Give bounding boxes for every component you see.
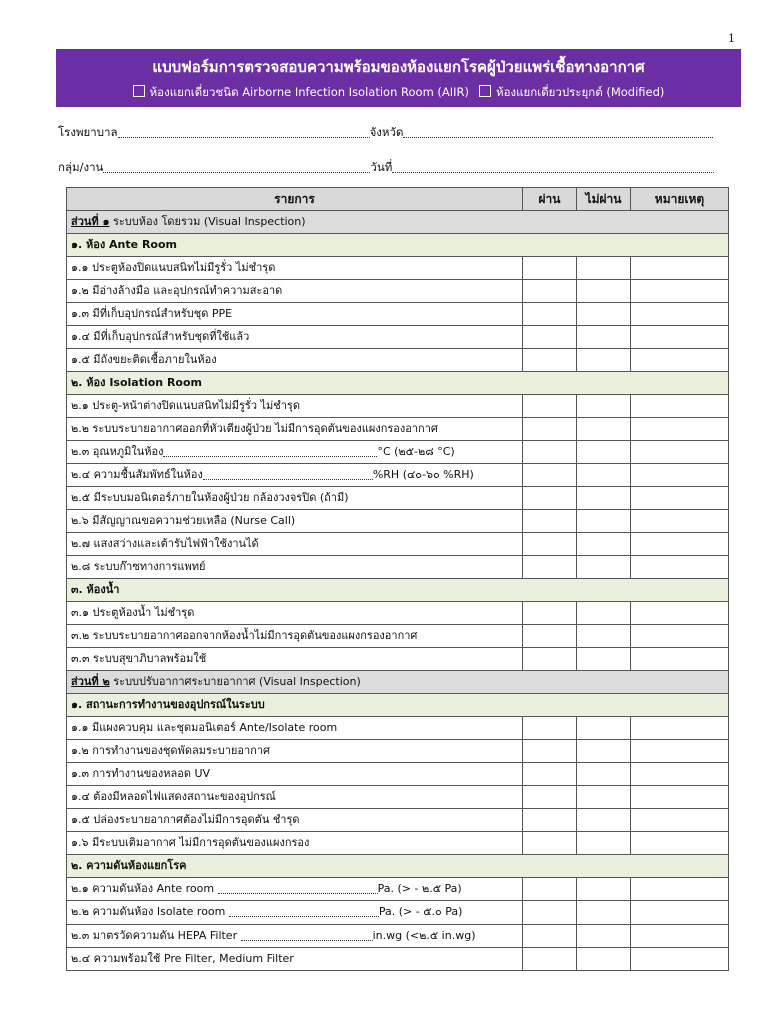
table-row: ๒.๕ มีระบบมอนิเตอร์ภายในห้องผู้ป่วย กล้องวงจรปิด (ถ้ามี) [67,487,729,510]
fail-cell[interactable] [577,763,631,786]
group-date-row [58,159,714,177]
section-row: ๒. ห้อง Isolation Room [67,372,729,395]
fail-cell[interactable] [577,924,631,947]
fail-cell[interactable] [577,303,631,326]
table-row: ๓.๑ ประตูห้องน้ำ ไม่ชำรุด [67,602,729,625]
fail-cell[interactable] [577,418,631,441]
fail-cell[interactable] [577,510,631,533]
pass-cell[interactable] [523,717,577,740]
header-item: รายการ [67,188,523,211]
note-cell[interactable] [631,809,729,832]
note-cell[interactable] [631,625,729,648]
fail-cell[interactable] [577,809,631,832]
table-row: ๒.๔ ความพร้อมใช้ Pre Filter, Medium Filter [67,947,729,970]
table-row: ๒.๖ มีสัญญาณขอความช่วยเหลือ (Nurse Call) [67,510,729,533]
pass-cell[interactable] [523,556,577,579]
fail-cell[interactable] [577,878,631,901]
pass-cell[interactable] [523,326,577,349]
pass-cell[interactable] [523,418,577,441]
note-cell[interactable] [631,395,729,418]
pass-cell[interactable] [523,809,577,832]
note-cell[interactable] [631,740,729,763]
inspection-table [66,187,729,971]
header-pass: ผ่าน [523,188,577,211]
note-cell[interactable] [631,510,729,533]
table-header [67,188,729,211]
province-label: จังหวัด [369,125,404,139]
table-row: ๓.๓ ระบบสุขาภิบาลพร้อมใช้ [67,648,729,671]
group-field[interactable] [103,160,370,173]
pass-cell[interactable] [523,349,577,372]
table-row: ๒.๒ ระบบระบายอากาศออกที่หัวเตียงผู้ป่วย ไม่มีการอุดตันของแผงกรองอากาศ [67,418,729,441]
modified-checkbox[interactable] [479,85,491,97]
pass-cell[interactable] [523,533,577,556]
table-row: ๑.๒ มีอ่างล้างมือ และอุปกรณ์ทำความสะอาด [67,280,729,303]
fail-cell[interactable] [577,556,631,579]
note-cell[interactable] [631,602,729,625]
hospital-province-row [58,124,713,142]
aiir-checkbox[interactable] [133,85,145,97]
fail-cell[interactable] [577,441,631,464]
note-cell[interactable] [631,648,729,671]
table-row: ๑.๕ มีถังขยะติดเชื้อภายในห้อง [67,349,729,372]
note-cell[interactable] [631,901,729,924]
group-label: กลุ่ม/งาน [58,160,104,174]
fail-cell[interactable] [577,602,631,625]
note-cell[interactable] [631,257,729,280]
table-row: ๑.๖ มีระบบเติมอากาศ ไม่มีการอุดตันของแผงกรอง [67,832,729,855]
pass-cell[interactable] [523,763,577,786]
ante-pressure-field[interactable] [218,882,378,894]
fail-cell[interactable] [577,786,631,809]
pass-cell[interactable] [523,924,577,947]
pass-cell[interactable] [523,648,577,671]
room-type-options [56,84,741,102]
header-note: หมายเหตุ [631,188,729,211]
fail-cell[interactable] [577,257,631,280]
fail-cell[interactable] [577,901,631,924]
fail-cell[interactable] [577,740,631,763]
note-cell[interactable] [631,464,729,487]
pass-cell[interactable] [523,786,577,809]
section-row: ๒. ความดันห้องแยกโรค [67,855,729,878]
pass-cell[interactable] [523,878,577,901]
hepa-gauge-field[interactable] [241,929,373,941]
table-row: ๓.๒ ระบบระบายอากาศออกจากห้องน้ำไม่มีการอุดตันของแผงกรองอากาศ [67,625,729,648]
table-row: ๑.๔ มีที่เก็บอุปกรณ์สำหรับชุดที่ใช้แล้ว [67,326,729,349]
table-row: ๒.๔ ความชื้นสัมพัทธ์ในห้อง %RH (๔๐-๖๐ %RH) [67,464,729,487]
table-row: ๒.๗ แสงสว่างและเต้ารับไฟฟ้าใช้งานได้ [67,533,729,556]
note-cell[interactable] [631,441,729,464]
part2-label: ส่วนที่ ๒ [71,675,110,689]
table-row: ๒.๓ มาตรวัดความดัน HEPA Filter in.wg (<๒.๕ in.wg) [67,924,729,947]
table-row: ๑.๕ ปล่องระบายอากาศต้องไม่มีการอุดตัน ชำรุด [67,809,729,832]
form-title: แบบฟอร์มการตรวจสอบความพร้อมของห้องแยกโรคผู้ป่วยแพร่เชื้อทางอากาศ [152,58,645,76]
note-cell[interactable] [631,717,729,740]
pass-cell[interactable] [523,303,577,326]
pass-cell[interactable] [523,441,577,464]
pass-cell[interactable] [523,464,577,487]
note-cell[interactable] [631,763,729,786]
pass-cell[interactable] [523,947,577,970]
note-cell[interactable] [631,533,729,556]
fail-cell[interactable] [577,947,631,970]
note-cell[interactable] [631,303,729,326]
form-title-banner [56,49,741,107]
table-row: ๒.๒ ความดันห้อง Isolate room Pa. (> - ๕.๐ Pa) [67,901,729,924]
part1-label: ส่วนที่ ๑ [71,215,110,229]
pass-cell[interactable] [523,487,577,510]
temperature-field[interactable] [163,445,377,457]
table-row: ๑.๒ การทำงานของชุดพัดลมระบายอากาศ [67,740,729,763]
table-row: ๒.๑ ความดันห้อง Ante room Pa. (> - ๒.๕ Pa) [67,878,729,901]
part1-title: ระบบห้อง โดยรวม (Visual Inspection) [109,215,306,229]
table-row: ๒.๘ ระบบก๊าซทางการแพทย์ [67,556,729,579]
pass-cell[interactable] [523,832,577,855]
hospital-field[interactable] [118,125,370,138]
table-row: ๑.๓ มีที่เก็บอุปกรณ์สำหรับชุด PPE [67,303,729,326]
note-cell[interactable] [631,326,729,349]
pass-cell[interactable] [523,257,577,280]
part2-title: ระบบปรับอากาศระบายอากาศ (Visual Inspection) [109,675,361,689]
province-field[interactable] [403,125,713,138]
isolate-pressure-field[interactable] [229,905,379,917]
note-cell[interactable] [631,418,729,441]
date-field[interactable] [392,160,714,173]
fail-cell[interactable] [577,395,631,418]
fail-cell[interactable] [577,832,631,855]
modified-option-label: ห้องแยกเดี่ยวประยุกต์ (Modified) [496,85,665,99]
note-cell[interactable] [631,349,729,372]
pass-cell[interactable] [523,395,577,418]
page-number: 1 [728,32,735,45]
table-row: ๒.๓ อุณหภูมิในห้อง °C (๒๕-๒๘ °C) [67,441,729,464]
note-cell[interactable] [631,280,729,303]
fail-cell[interactable] [577,533,631,556]
fail-cell[interactable] [577,487,631,510]
fail-cell[interactable] [577,280,631,303]
note-cell[interactable] [631,832,729,855]
fail-cell[interactable] [577,648,631,671]
fail-cell[interactable] [577,625,631,648]
fail-cell[interactable] [577,717,631,740]
header-fail: ไม่ผ่าน [577,188,631,211]
note-cell[interactable] [631,924,729,947]
table-row: ๒.๑ ประตู-หน้าต่างปิดแนบสนิทไม่มีรูรั่ว ไม่ชำรุด [67,395,729,418]
fail-cell[interactable] [577,326,631,349]
table-row: ๑.๑ ประตูห้องปิดแนบสนิทไม่มีรูรั่ว ไม่ชำรุด [67,257,729,280]
note-cell[interactable] [631,487,729,510]
note-cell[interactable] [631,878,729,901]
pass-cell[interactable] [523,625,577,648]
table-row: ๑.๓ การทำงานของหลอด UV [67,763,729,786]
section-row: ๓. ห้องน้ำ [67,579,729,602]
section-row: ๑. ห้อง Ante Room [67,234,729,257]
fail-cell[interactable] [577,464,631,487]
section-row: ๑. สถานะการทำงานของอุปกรณ์ในระบบ [67,694,729,717]
fail-cell[interactable] [577,349,631,372]
note-cell[interactable] [631,786,729,809]
part1-row [67,211,729,234]
note-cell[interactable] [631,556,729,579]
note-cell[interactable] [631,947,729,970]
pass-cell[interactable] [523,901,577,924]
table-row: ๑.๑ มีแผงควบคุม และชุดมอนิเตอร์ Ante/Isolate room [67,717,729,740]
pass-cell[interactable] [523,740,577,763]
table-row: ๑.๔ ต้องมีหลอดไฟแสดงสถานะของอุปกรณ์ [67,786,729,809]
pass-cell[interactable] [523,510,577,533]
aiir-option-label: ห้องแยกเดี่ยวชนิด Airborne Infection Isolation Room (AIIR) [149,85,470,99]
part2-row [67,671,729,694]
hospital-label: โรงพยาบาล [58,125,118,139]
date-label: วันที่ [370,160,393,174]
pass-cell[interactable] [523,602,577,625]
humidity-field[interactable] [203,468,373,480]
pass-cell[interactable] [523,280,577,303]
